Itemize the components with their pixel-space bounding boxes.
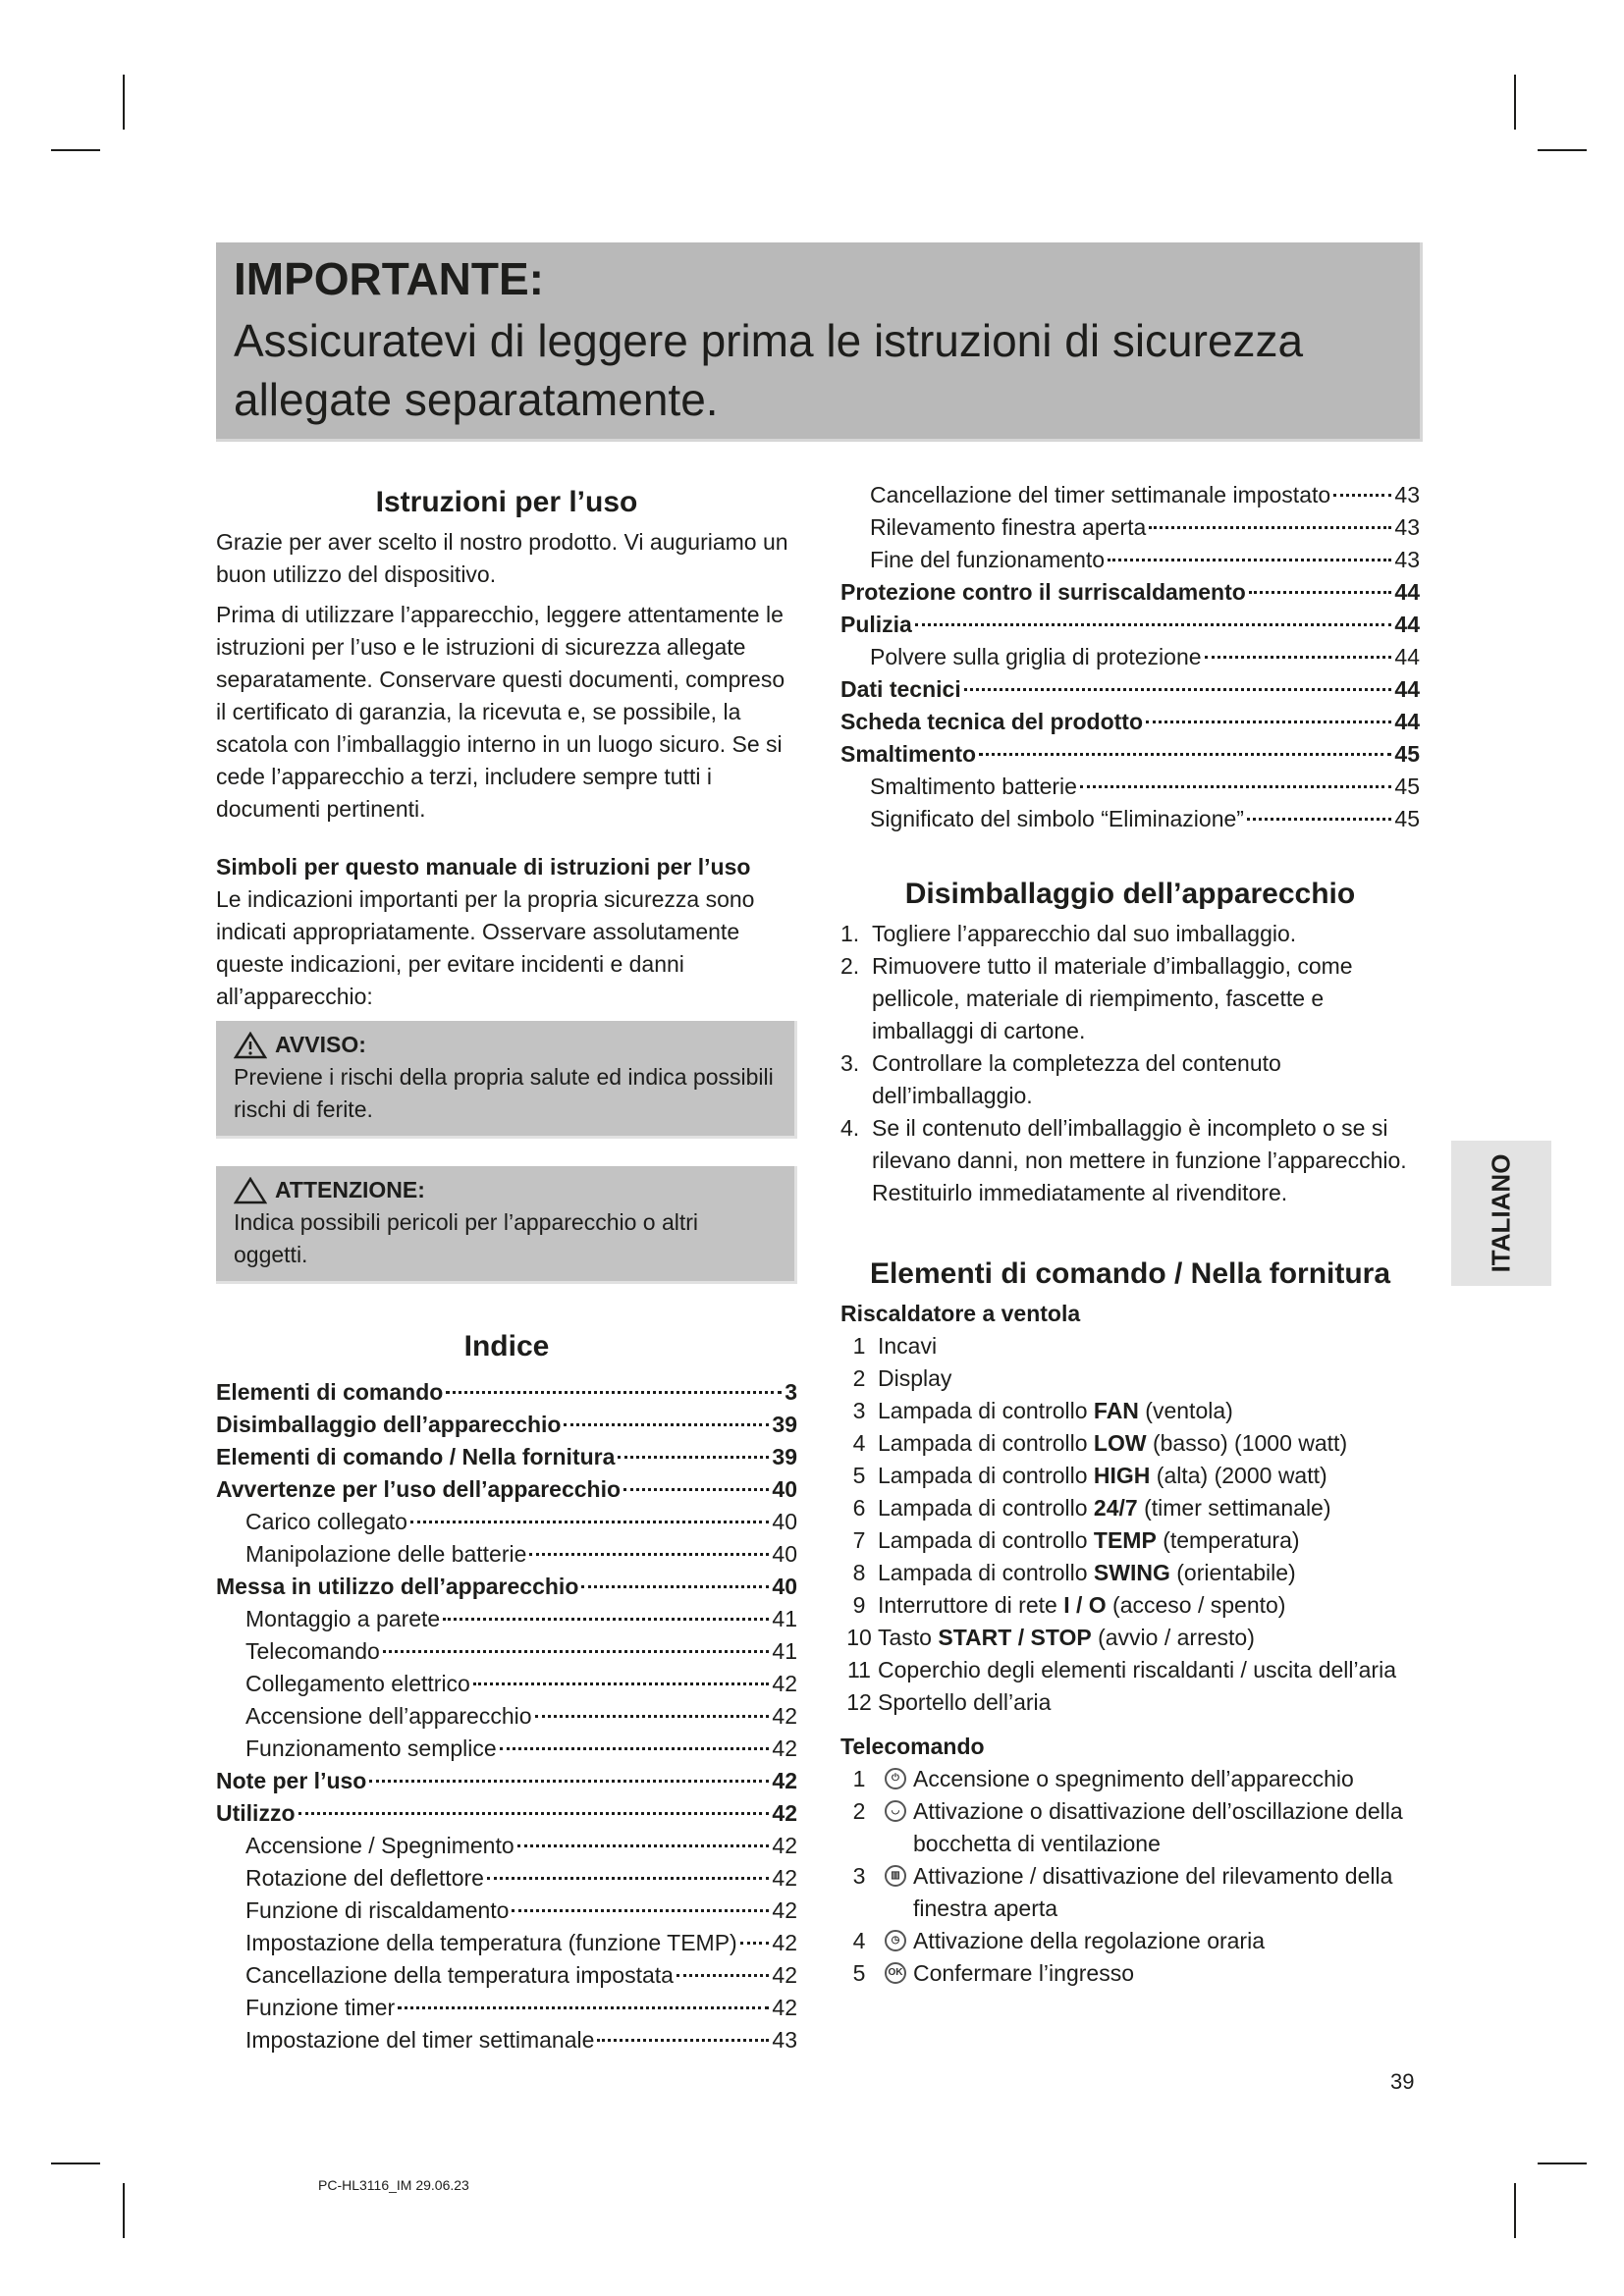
index-entry-label: Protezione contro il surriscaldamento — [840, 579, 1246, 605]
remote-items — [840, 1763, 1420, 1990]
warning-title: AVVISO: — [275, 1032, 366, 1057]
index-entry-leader — [473, 1682, 770, 1685]
footer-doc-id: PC-HL3116_IM 29.06.23 — [318, 2177, 469, 2193]
index-entry-page: 42 — [772, 1833, 797, 1858]
remote-icon-wrap — [878, 1763, 913, 1795]
warning-notice — [216, 1021, 797, 1139]
intro-paragraph-2: Prima di utilizzare l’apparecchio, leggere attentamente le istruzioni per l’uso e le istruzioni di sicurezza allegate separatamente. Conservare questi documenti, compreso il certificato di garanzia, la ricevuta e, se possibile, la scatola con l’imballaggio interno in un luogo sicuro. Se si cede l’apparecchio a terzi, includere sempre tutti i documenti pertinenti. — [216, 602, 785, 822]
banner-text: Assicuratevi di leggere prima le istruzioni di sicurezza allegate separatamente. — [234, 315, 1304, 425]
step-number: 2. — [840, 953, 860, 979]
index-entry — [216, 1959, 797, 1992]
index-entry — [216, 1635, 797, 1668]
index-entry-label: Elementi di comando — [216, 1379, 444, 1405]
intro-paragraph-1: Grazie per aver scelto il nostro prodotto. Vi auguriamo un buon utilizzo del dispositivo. — [216, 529, 788, 587]
heater-item — [840, 1395, 1420, 1427]
index-entry-page: 45 — [1394, 741, 1420, 767]
step-number: 1. — [840, 921, 860, 946]
unpacking-heading: Disimballaggio dell’apparecchio — [904, 878, 1356, 910]
language-tab — [1451, 1141, 1551, 1286]
index-entry-page: 42 — [772, 1897, 797, 1923]
index-entry-label: Disimballaggio dell’apparecchio — [216, 1412, 562, 1437]
index-entry-leader — [383, 1650, 770, 1653]
item-text: Interruttore di rete I / O (acceso / spento) — [878, 1592, 1286, 1618]
index-entry-label: Avvertenze per l’uso dell’apparecchio — [216, 1476, 622, 1502]
clock-icon: ◷ — [885, 1930, 906, 1951]
index-entry-label: Polvere sulla griglia di protezione — [870, 644, 1202, 669]
index-entry-leader — [581, 1585, 769, 1588]
crop-mark — [1514, 2183, 1516, 2238]
heater-item — [840, 1524, 1420, 1557]
crop-mark — [123, 2183, 125, 2238]
index-entry-leader — [597, 2039, 769, 2042]
index-entry-page: 42 — [772, 1930, 797, 1955]
remote-icon-wrap — [878, 1860, 913, 1925]
index-entry-label: Rotazione del deflettore — [245, 1865, 484, 1891]
item-number: 4 — [852, 1928, 866, 1953]
window-icon: ▥ — [885, 1865, 906, 1887]
banner-title: IMPORTANTE: — [234, 253, 545, 304]
index-entry-label: Carico collegato — [245, 1509, 407, 1534]
index-entry-leader — [1108, 559, 1391, 561]
index-entry — [840, 706, 1420, 738]
heater-items — [840, 1330, 1420, 1719]
heater-item — [840, 1589, 1420, 1622]
index-entry-leader — [618, 1456, 769, 1459]
index-entry-page: 45 — [1394, 806, 1420, 831]
index-entry-label: Significato del simbolo “Eliminazione” — [870, 806, 1244, 831]
index-entry — [216, 1571, 797, 1603]
index-entry-label: Cancellazione del timer settimanale impostato — [870, 482, 1331, 507]
item-number: 10 — [846, 1625, 872, 1650]
index-entry-leader — [487, 1877, 769, 1880]
item-number: 2 — [852, 1365, 866, 1391]
crop-mark — [1514, 75, 1516, 130]
index-entry-page: 42 — [772, 1995, 797, 2020]
index-entry — [216, 1927, 797, 1959]
index-entry-page: 43 — [1394, 514, 1420, 540]
item-text: Coperchio degli elementi riscaldanti / uscita dell’aria — [878, 1657, 1396, 1682]
index-entry-label: Messa in utilizzo dell’apparecchio — [216, 1574, 579, 1599]
index-entry-leader — [529, 1553, 769, 1556]
index-entry-leader — [1247, 818, 1391, 821]
index-entry — [840, 803, 1420, 835]
remote-icon-wrap — [878, 1795, 913, 1860]
item-number: 6 — [852, 1495, 866, 1521]
index-entry-page: 42 — [772, 1962, 797, 1988]
index-entry-leader — [1149, 526, 1391, 529]
caution-notice — [216, 1166, 797, 1284]
symbols-text: Le indicazioni importanti per la propria sicurezza sono indicati appropriatamente. Osservare assolutamente queste indicazioni, per evitare incidenti e danni all’apparecchio: — [216, 886, 755, 1009]
remote-icon-wrap — [878, 1925, 913, 1957]
index-entry — [216, 1797, 797, 1830]
item-number: 3 — [852, 1863, 866, 1889]
index-entry-page: 43 — [1394, 547, 1420, 572]
step-text: Controllare la completezza del contenuto dell’imballaggio. — [872, 1050, 1281, 1108]
index-entry — [216, 1668, 797, 1700]
index-entry-page: 42 — [772, 1735, 797, 1761]
index-entry-leader — [535, 1715, 770, 1718]
item-key: I / O — [1063, 1592, 1107, 1618]
index-entry — [840, 576, 1420, 609]
index-entry-leader — [1080, 785, 1391, 788]
index-entry-label: Impostazione del timer settimanale — [245, 2027, 595, 2053]
item-text: Lampada di controllo HIGH (alta) (2000 watt) — [878, 1463, 1327, 1488]
item-number: 2 — [852, 1798, 866, 1824]
intro-heading: Istruzioni per l’uso — [375, 486, 638, 518]
index-entry — [216, 1700, 797, 1733]
index-entry-page: 42 — [772, 1703, 797, 1729]
item-number: 7 — [852, 1527, 866, 1553]
index-entry — [840, 511, 1420, 544]
item-text: Lampada di controllo 24/7 (timer settimanale) — [878, 1495, 1331, 1521]
item-key: LOW — [1093, 1430, 1147, 1456]
unpacking-step — [840, 1047, 1420, 1112]
heater-item — [840, 1492, 1420, 1524]
index-entry-label: Collegamento elettrico — [245, 1671, 470, 1696]
index-entry — [216, 1538, 797, 1571]
item-number: 12 — [846, 1689, 872, 1715]
important-banner — [216, 242, 1423, 442]
index-entry-page: 44 — [1394, 709, 1420, 734]
crop-mark — [123, 75, 125, 130]
index-entry — [840, 609, 1420, 641]
index-entry-label: Note per l’uso — [216, 1768, 367, 1793]
remote-item — [840, 1795, 1420, 1860]
heater-item — [840, 1460, 1420, 1492]
index-entry-label: Smaltimento batterie — [870, 774, 1077, 799]
step-text: Se il contenuto dell’imballaggio è incompleto o se si rilevano danni, non mettere in funzione l’apparecchio. Restituirlo immediatamente al rivenditore. — [872, 1115, 1407, 1205]
crop-mark — [1538, 149, 1587, 151]
index-entry-label: Rilevamento finestra aperta — [870, 514, 1147, 540]
step-text: Togliere l’apparecchio dal suo imballaggio. — [872, 921, 1297, 946]
index-entry-leader — [1249, 591, 1392, 594]
index-entry-leader — [512, 1909, 769, 1912]
heater-item — [840, 1330, 1420, 1362]
index-entry-page: 42 — [772, 1800, 797, 1826]
index-entry-leader — [740, 1942, 770, 1945]
item-key: TEMP — [1093, 1527, 1157, 1553]
item-number: 5 — [852, 1960, 866, 1986]
index-list-right — [840, 479, 1420, 835]
index-entry-label: Scheda tecnica del prodotto — [840, 709, 1143, 734]
index-entry-label: Cancellazione della temperatura impostata — [245, 1962, 674, 1988]
index-entry-leader — [398, 2006, 769, 2009]
item-text: Attivazione o disattivazione dell’oscillazione della bocchetta di ventilazione — [913, 1798, 1403, 1856]
remote-heading: Telecomando — [840, 1734, 985, 1759]
index-entry — [216, 1473, 797, 1506]
index-entry-leader — [979, 753, 1391, 756]
index-entry-page: 39 — [772, 1444, 797, 1469]
index-entry-leader — [517, 1844, 770, 1847]
index-entry-label: Funzionamento semplice — [245, 1735, 497, 1761]
index-entry-page: 42 — [772, 1768, 797, 1793]
index-entry — [216, 1992, 797, 2024]
index-entry — [216, 1603, 797, 1635]
index-entry-page: 42 — [772, 1671, 797, 1696]
language-tab-label: ITALIANO — [1486, 1153, 1516, 1273]
index-entry-page: 43 — [1394, 482, 1420, 507]
left-column — [216, 479, 797, 2056]
index-entry-label: Pulizia — [840, 612, 912, 637]
index-entry-leader — [1146, 721, 1391, 723]
unpacking-step — [840, 918, 1420, 950]
caution-text: Indica possibili pericoli per l’apparecchio o altri oggetti. — [234, 1209, 699, 1267]
item-text: Lampada di controllo SWING (orientabile) — [878, 1560, 1296, 1585]
index-entry-page: 44 — [1394, 644, 1420, 669]
item-text: Attivazione / disattivazione del rilevamento della finestra aperta — [913, 1863, 1393, 1921]
index-entry-label: Elementi di comando / Nella fornitura — [216, 1444, 616, 1469]
item-number: 3 — [852, 1398, 866, 1423]
remote-icon-wrap — [878, 1957, 913, 1990]
heater-item — [840, 1362, 1420, 1395]
index-entry — [216, 1376, 797, 1409]
item-number: 1 — [852, 1333, 866, 1359]
heater-item — [840, 1622, 1420, 1654]
item-text: Tasto START / STOP (avvio / arresto) — [878, 1625, 1255, 1650]
index-entry-leader — [915, 623, 1392, 626]
index-list-left — [216, 1376, 797, 2056]
swing-icon: ◡ — [885, 1800, 906, 1822]
unpacking-step — [840, 950, 1420, 1047]
item-key: HIGH — [1093, 1463, 1151, 1488]
item-text: Display — [878, 1365, 952, 1391]
index-entry — [216, 1409, 797, 1441]
index-entry-leader — [623, 1488, 769, 1491]
index-entry-label: Funzione timer — [245, 1995, 396, 2020]
heater-item — [840, 1427, 1420, 1460]
index-entry-page: 40 — [772, 1509, 797, 1534]
index-entry — [216, 2024, 797, 2056]
heater-item — [840, 1557, 1420, 1589]
index-entry-page: 41 — [772, 1606, 797, 1631]
index-entry-page: 39 — [772, 1412, 797, 1437]
index-entry-leader — [1205, 656, 1392, 659]
index-entry-label: Fine del funzionamento — [870, 547, 1106, 572]
item-text: Lampada di controllo LOW (basso) (1000 watt) — [878, 1430, 1348, 1456]
item-key: FAN — [1093, 1398, 1139, 1423]
index-entry — [840, 771, 1420, 803]
item-number: 4 — [852, 1430, 866, 1456]
heater-item — [840, 1686, 1420, 1719]
item-text: Lampada di controllo TEMP (temperatura) — [878, 1527, 1300, 1553]
remote-item — [840, 1957, 1420, 1990]
index-entry-page: 41 — [772, 1638, 797, 1664]
index-entry-label: Impostazione della temperatura (funzione TEMP) — [245, 1930, 737, 1955]
controls-heading: Elementi di comando / Nella fornitura — [869, 1257, 1391, 1290]
index-entry — [216, 1765, 797, 1797]
unpacking-steps — [840, 918, 1420, 1209]
item-text: Accensione o spegnimento dell’apparecchio — [913, 1766, 1354, 1791]
index-entry-leader — [1333, 494, 1391, 497]
symbols-heading: Simboli per questo manuale di istruzioni per l’uso — [216, 854, 751, 880]
item-key: SWING — [1093, 1560, 1170, 1585]
index-entry — [216, 1506, 797, 1538]
index-entry — [840, 544, 1420, 576]
item-key: 24/7 — [1093, 1495, 1138, 1521]
crop-mark — [51, 149, 100, 151]
index-entry-label: Manipolazione delle batterie — [245, 1541, 527, 1567]
item-key: START / STOP — [938, 1625, 1092, 1650]
index-entry-leader — [564, 1423, 769, 1426]
heater-item — [840, 1654, 1420, 1686]
item-number: 11 — [847, 1657, 871, 1682]
index-entry-label: Telecomando — [245, 1638, 380, 1664]
item-number: 1 — [852, 1766, 866, 1791]
index-entry — [840, 738, 1420, 771]
caution-title: ATTENZIONE: — [275, 1177, 425, 1202]
step-text: Rimuovere tutto il materiale d’imballaggio, come pellicole, materiale di riempimento, fascette e imballaggi di cartone. — [872, 953, 1353, 1043]
item-text: Attivazione della regolazione oraria — [913, 1928, 1265, 1953]
index-entry — [216, 1441, 797, 1473]
index-entry-label: Funzione di riscaldamento — [245, 1897, 510, 1923]
item-number: 5 — [852, 1463, 866, 1488]
index-entry-page: 44 — [1394, 612, 1420, 637]
index-entry-page: 44 — [1394, 676, 1420, 702]
index-entry-leader — [500, 1747, 770, 1750]
right-column — [840, 479, 1420, 1990]
item-text: Confermare l’ingresso — [913, 1960, 1134, 1986]
index-entry — [840, 479, 1420, 511]
index-entry-label: Smaltimento — [840, 741, 977, 767]
index-entry-page: 45 — [1394, 774, 1420, 799]
item-number: 9 — [852, 1592, 866, 1618]
index-entry — [216, 1862, 797, 1895]
index-entry-leader — [443, 1618, 769, 1621]
index-entry-leader — [677, 1974, 769, 1977]
index-entry — [840, 641, 1420, 673]
index-entry-label: Montaggio a parete — [245, 1606, 441, 1631]
remote-item — [840, 1763, 1420, 1795]
step-number: 3. — [840, 1050, 860, 1076]
ok-icon: OK — [885, 1962, 906, 1984]
item-text: Incavi — [878, 1333, 938, 1359]
heater-heading: Riscaldatore a ventola — [840, 1301, 1081, 1326]
warning-triangle-icon — [234, 1032, 267, 1059]
crop-mark — [51, 2163, 100, 2164]
index-entry-label: Utilizzo — [216, 1800, 296, 1826]
index-entry-leader — [410, 1521, 769, 1523]
index-entry-page: 42 — [772, 1865, 797, 1891]
index-entry-label: Dati tecnici — [840, 676, 961, 702]
item-text: Sportello dell’aria — [878, 1689, 1052, 1715]
step-number: 4. — [840, 1115, 860, 1141]
caution-triangle-icon — [234, 1177, 267, 1204]
warning-text: Previene i rischi della propria salute ed indica possibili rischi di ferite. — [234, 1064, 774, 1122]
index-entry-page: 43 — [772, 2027, 797, 2053]
power-icon: ⏻ — [885, 1768, 906, 1789]
index-entry-label: Accensione / Spegnimento — [245, 1833, 514, 1858]
index-entry-page: 40 — [772, 1541, 797, 1567]
index-entry-label: Accensione dell’apparecchio — [245, 1703, 532, 1729]
index-entry — [216, 1830, 797, 1862]
index-entry-leader — [369, 1780, 769, 1783]
index-heading: Indice — [463, 1330, 550, 1362]
item-number: 8 — [852, 1560, 866, 1585]
index-entry — [216, 1895, 797, 1927]
index-entry-page: 40 — [772, 1574, 797, 1599]
index-entry-page: 40 — [772, 1476, 797, 1502]
index-entry-page: 3 — [785, 1379, 797, 1405]
unpacking-step — [840, 1112, 1420, 1209]
index-entry-leader — [964, 688, 1392, 691]
index-entry — [840, 673, 1420, 706]
remote-item — [840, 1925, 1420, 1957]
index-entry-leader — [298, 1812, 770, 1815]
index-entry — [216, 1733, 797, 1765]
page-number: 39 — [1390, 2069, 1415, 2094]
index-entry-page: 44 — [1394, 579, 1420, 605]
item-text: Lampada di controllo FAN (ventola) — [878, 1398, 1233, 1423]
crop-mark — [1538, 2163, 1587, 2164]
index-entry-leader — [446, 1391, 782, 1394]
remote-item — [840, 1860, 1420, 1925]
